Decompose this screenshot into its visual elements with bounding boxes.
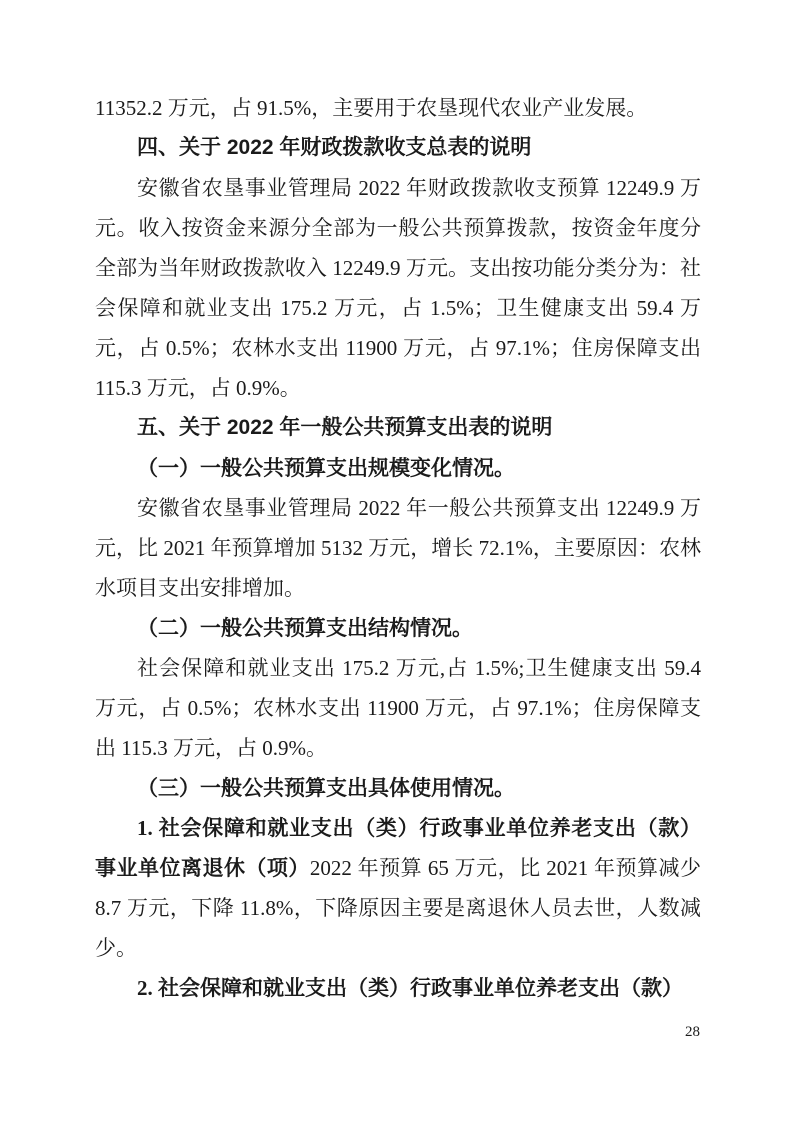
- document-body: [95, 88, 701, 1008]
- paragraph-expenditure-structure: 社会保障和就业支出 175.2 万元,占 1.5%;卫生健康支出 59.4 万元，占 0.5%；农林水支出 11900 万元，占 97.1%；住房保障支出 115.3 万元，占 0.9%。: [95, 656, 701, 760]
- subsection-heading-three: （三）一般公共预算支出具体使用情况。: [137, 776, 515, 800]
- item-1-paragraph: [95, 808, 701, 968]
- subsection-heading-two: （二）一般公共预算支出结构情况。: [137, 616, 473, 640]
- item-1-rest: 2022 年预算 65 万元，比 2021 年预算减少 8.7 万元，下降 11.8%，下降原因主要是离退休人员去世，人数减少。: [95, 856, 702, 960]
- section-heading-four: 四、关于 2022 年财政拨款收支总表的说明: [137, 136, 532, 159]
- item-2-heading: 2. 社会保障和就业支出（类）行政事业单位养老支出（款）: [137, 976, 683, 1000]
- subsection-heading-one: （一）一般公共预算支出规模变化情况。: [137, 456, 515, 480]
- paragraph-fiscal-appropriation-overview: 安徽省农垦事业管理局 2022 年财政拨款收支预算 12249.9 万元。收入按资金来源分全部为一般公共预算拨款，按资金年度分全部为当年财政拨款收入 12249.9 万元。支出按功能分类分为：社会保障和就业支出 175.2 万元，占 1.5%；卫生健康支出 59.4 万元，占 0.5%；农林水支出 11900 万元，占 97.1%；住房保障支出 115.3 万元，占 0.9%。: [95, 176, 701, 400]
- item-1-lead: 1. 社会保障和就业支出（类）行政事业单位养老支出（款）事业单位离退休（项）: [95, 816, 701, 880]
- page-number: 28: [685, 1024, 700, 1040]
- paragraph-expenditure-scale: 安徽省农垦事业管理局 2022 年一般公共预算支出 12249.9 万元，比 2021 年预算增加 5132 万元，增长 72.1%，主要原因：农林水项目支出安排增加。: [95, 496, 701, 600]
- section-heading-five: 五、关于 2022 年一般公共预算支出表的说明: [137, 416, 553, 439]
- paragraph-continuation: 11352.2 万元，占 91.5%，主要用于农垦现代农业产业发展。: [95, 96, 648, 120]
